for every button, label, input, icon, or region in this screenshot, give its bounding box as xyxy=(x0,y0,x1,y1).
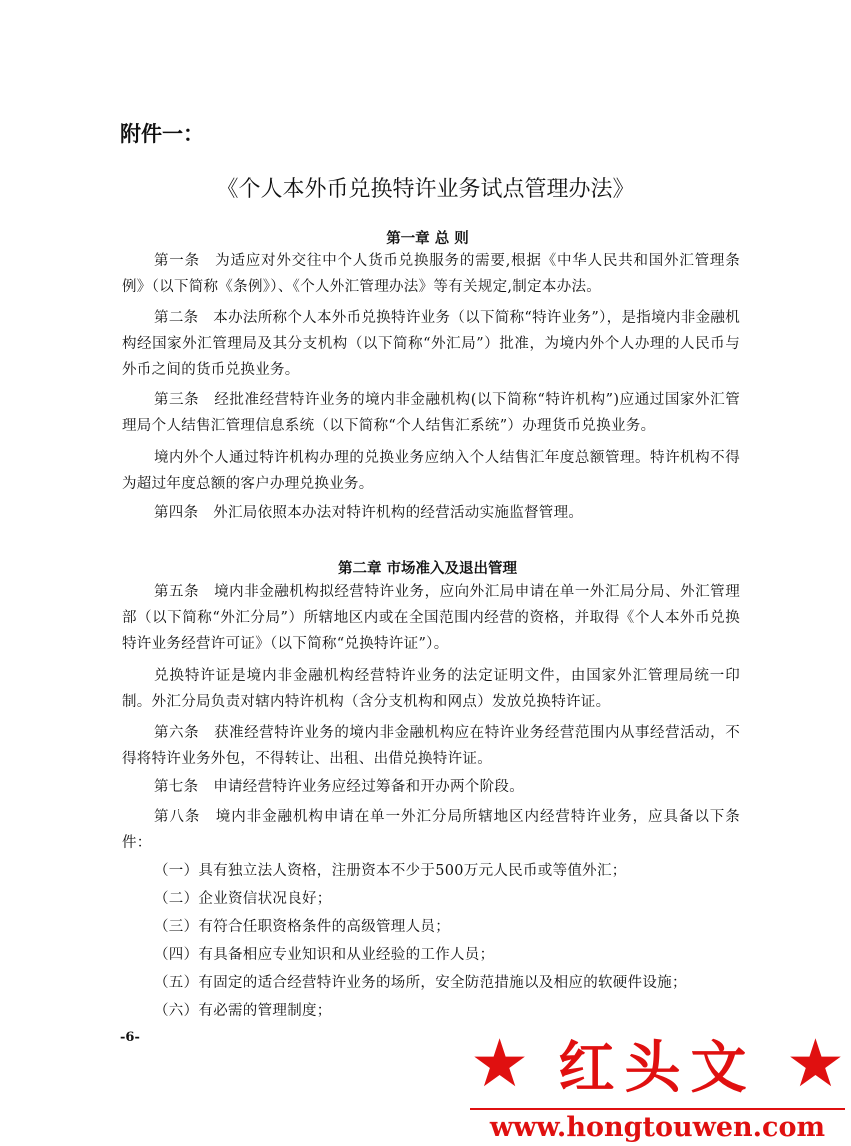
watermark-banner xyxy=(470,1026,845,1102)
condition-item-3: （三）有符合任职资格条件的高级管理人员； xyxy=(154,919,450,935)
article-4: 第四条 外汇局依照本办法对特许机构的经营活动实施监督管理。 xyxy=(154,505,584,521)
article-3: 第三条 经批准经营特许业务的境内非金融机构(以下简称“特许机构”)应通过国家外汇管理局个人结售汇管理信息系统（以下简称“个人结售汇系统”）办理货币兑换业务。 xyxy=(122,392,740,434)
chapter-heading-2: 第二章 市场准入及退出管理 xyxy=(337,561,518,577)
condition-item-1: （一）具有独立法人资格，注册资本不少于500万元人民币或等值外汇； xyxy=(154,863,627,879)
article-5-supplement: 兑换特许证是境内非金融机构经营特许业务的法定证明文件，由国家外汇管理局统一印制。外汇分局负责对辖内特许机构（含分支机构和网点）发放兑换特许证。 xyxy=(122,668,740,710)
document-title: 《个人本外币兑换特许业务试点管理办法》 xyxy=(216,177,635,202)
star-icon: ★ xyxy=(470,1025,530,1102)
article-2: 第二条 本办法所称个人本外币兑换特许业务（以下简称“特许业务”），是指境内非金融机构经国家外汇管理局及其分支机构（以下简称“外汇局”）批准，为境内外个人办理的人民币与外币之间的货币兑换业务。 xyxy=(122,310,740,378)
condition-item-4: （四）有具备相应专业知识和从业经验的工作人员； xyxy=(154,947,495,963)
article-7: 第七条 申请经营特许业务应经过筹备和开办两个阶段。 xyxy=(154,779,524,795)
article-8: 第八条 境内非金融机构申请在单一外汇分局所辖地区内经营特许业务，应具备以下条件： xyxy=(122,809,740,851)
condition-item-6: （六）有必需的管理制度； xyxy=(154,1003,332,1019)
page-number: -6- xyxy=(120,1030,140,1045)
watermark-divider xyxy=(470,1108,845,1110)
article-6: 第六条 获准经营特许业务的境内非金融机构应在特许业务经营范围内从事经营活动，不得将特许业务外包，不得转让、出租、出借兑换特许证。 xyxy=(122,725,740,767)
watermark xyxy=(470,1026,845,1144)
condition-item-5: （五）有固定的适合经营特许业务的场所，安全防范措施以及相应的软硬件设施； xyxy=(154,975,687,991)
star-icon: ★ xyxy=(785,1025,845,1102)
article-5: 第五条 境内非金融机构拟经营特许业务，应向外汇局申请在单一外汇局分局、外汇管理部（以下简称“外汇分局”）所辖地区内或在全国范围内经营的资格，并取得《个人本外币兑换特许业务经营许可证》（以下简称“兑换特许证”）。 xyxy=(122,584,740,652)
article-3-supplement: 境内外个人通过特许机构办理的兑换业务应纳入个人结售汇年度总额管理。特许机构不得为超过年度总额的客户办理兑换业务。 xyxy=(122,450,740,492)
article-1: 第一条 为适应对外交往中个人货币兑换服务的需要,根据《中华人民共和国外汇管理条例》（以下简称《条例》）、《个人外汇管理办法》等有关规定,制定本办法。 xyxy=(122,253,740,295)
watermark-text: 红头文 xyxy=(558,1035,757,1101)
watermark-url: www.hongtouwen.com xyxy=(489,1112,826,1143)
condition-item-2: （二）企业资信状况良好； xyxy=(154,891,332,907)
chapter-heading-1: 第一章 总 则 xyxy=(386,231,469,247)
attachment-label: 附件一： xyxy=(120,122,204,146)
